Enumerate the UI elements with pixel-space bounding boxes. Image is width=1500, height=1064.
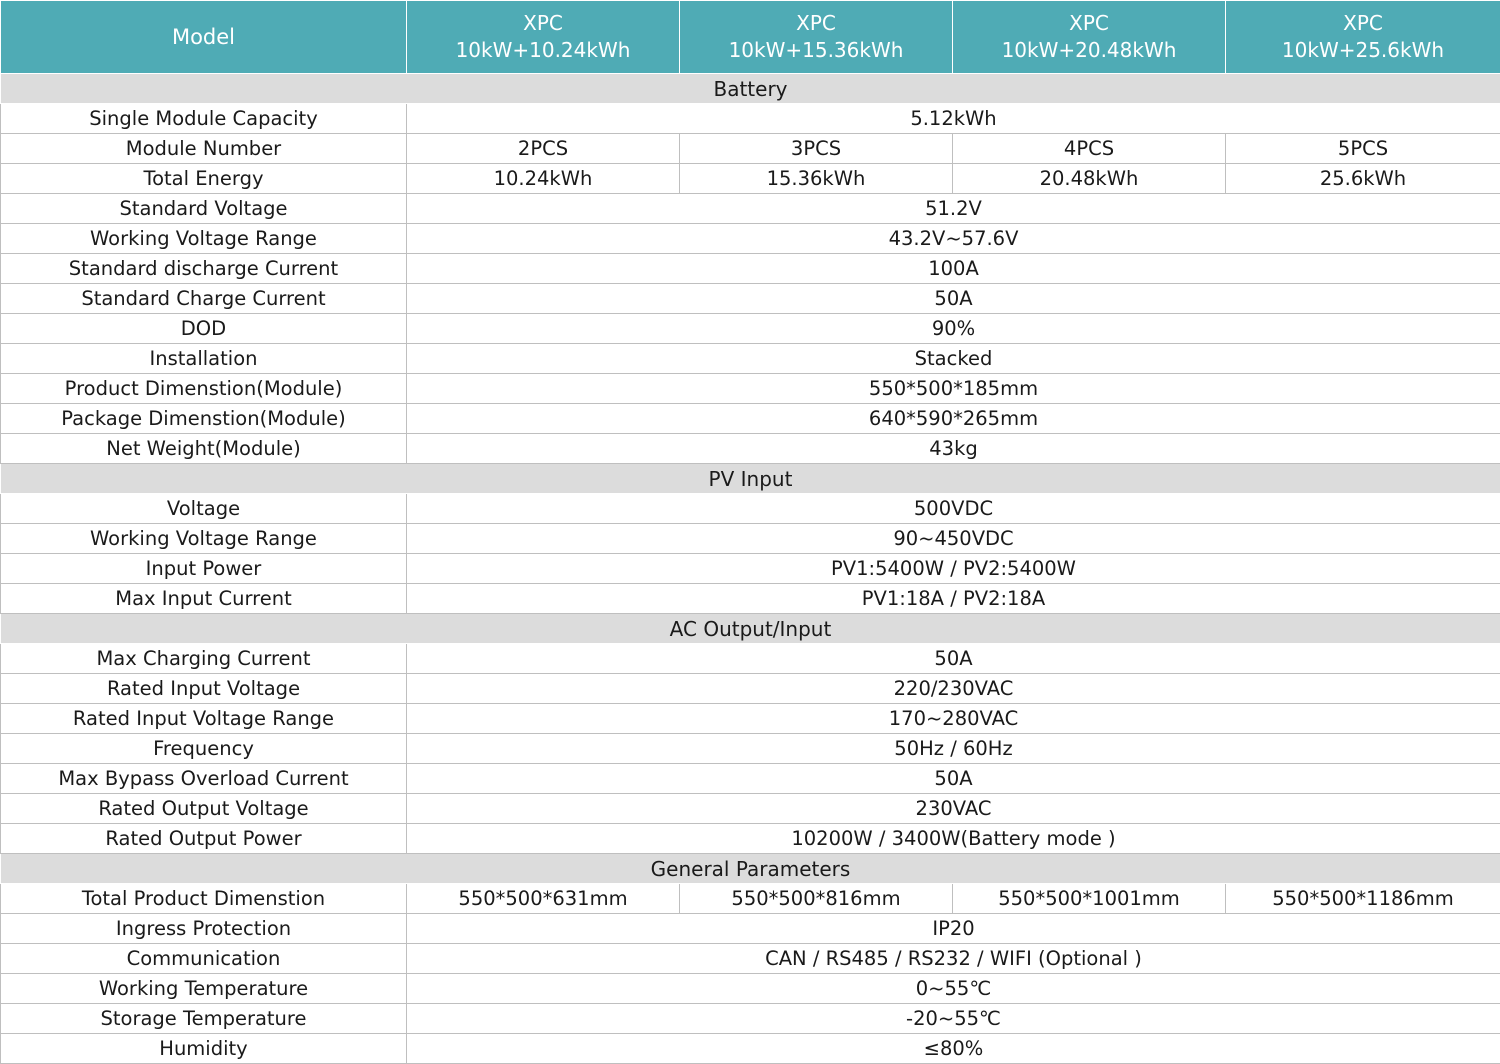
header-model-config: 10kW+10.24kWh [407,37,679,64]
row-label: Single Module Capacity [1,104,407,134]
table-row [1,764,1500,794]
row-value: 550*500*816mm [680,884,953,914]
row-label: Rated Output Voltage [1,794,407,824]
table-row [1,704,1500,734]
row-label: Standard Voltage [1,194,407,224]
table-row [1,164,1500,194]
table-row [1,494,1500,524]
table-row [1,284,1500,314]
row-value-all-models: 500VDC [407,494,1500,524]
specification-table-body [1,1,1500,1064]
row-label: Max Bypass Overload Current [1,764,407,794]
row-label: Working Temperature [1,974,407,1004]
row-value-all-models: 230VAC [407,794,1500,824]
row-value: 3PCS [680,134,953,164]
table-row [1,404,1500,434]
table-row [1,314,1500,344]
row-value: 550*500*631mm [407,884,680,914]
row-label: Humidity [1,1034,407,1064]
row-value-all-models: 550*500*185mm [407,374,1500,404]
row-value-all-models: 100A [407,254,1500,284]
table-header-row [1,1,1500,74]
row-label: Rated Input Voltage [1,674,407,704]
row-value-all-models: 10200W / 3400W(Battery mode ) [407,824,1500,854]
section-title: AC Output/Input [1,614,1500,644]
row-value-all-models: PV1:18A / PV2:18A [407,584,1500,614]
table-row [1,824,1500,854]
row-label: Communication [1,944,407,974]
table-row [1,434,1500,464]
row-label: Module Number [1,134,407,164]
row-value: 20.48kWh [953,164,1226,194]
table-row [1,224,1500,254]
row-value-all-models: IP20 [407,914,1500,944]
header-model-config: 10kW+20.48kWh [953,37,1225,64]
header-cell-model-variant [953,1,1226,74]
table-row [1,584,1500,614]
row-value: 2PCS [407,134,680,164]
row-value-all-models: -20~55℃ [407,1004,1500,1034]
section-header-row [1,74,1500,104]
row-value-all-models: 220/230VAC [407,674,1500,704]
row-value-all-models: 50Hz / 60Hz [407,734,1500,764]
header-model-series: XPC [680,10,952,37]
row-value-all-models: 0~55℃ [407,974,1500,1004]
row-label: DOD [1,314,407,344]
table-row [1,134,1500,164]
section-title: Battery [1,74,1500,104]
table-row [1,1004,1500,1034]
table-row [1,644,1500,674]
row-label: Ingress Protection [1,914,407,944]
row-value-all-models: ≤80% [407,1034,1500,1064]
row-value: 4PCS [953,134,1226,164]
section-header-row [1,614,1500,644]
row-label: Storage Temperature [1,1004,407,1034]
section-header-row [1,854,1500,884]
row-label: Standard discharge Current [1,254,407,284]
row-value-all-models: 50A [407,284,1500,314]
header-cell-model-variant [680,1,953,74]
header-model-config: 10kW+25.6kWh [1226,37,1500,64]
table-row [1,104,1500,134]
row-label: Rated Input Voltage Range [1,704,407,734]
row-label: Max Input Current [1,584,407,614]
row-value-all-models: 50A [407,644,1500,674]
row-value-all-models: 640*590*265mm [407,404,1500,434]
header-model-config: 10kW+15.36kWh [680,37,952,64]
row-label: Max Charging Current [1,644,407,674]
row-value: 10.24kWh [407,164,680,194]
table-row [1,524,1500,554]
row-value-all-models: 51.2V [407,194,1500,224]
table-row [1,1034,1500,1064]
row-label: Standard Charge Current [1,284,407,314]
row-value-all-models: PV1:5400W / PV2:5400W [407,554,1500,584]
row-label: Working Voltage Range [1,224,407,254]
table-row [1,344,1500,374]
table-row [1,554,1500,584]
row-label: Rated Output Power [1,824,407,854]
row-label: Total Product Dimenstion [1,884,407,914]
row-value-all-models: CAN / RS485 / RS232 / WIFI (Optional ) [407,944,1500,974]
row-value-all-models: Stacked [407,344,1500,374]
table-row [1,194,1500,224]
row-value: 25.6kWh [1226,164,1500,194]
header-cell-model-variant [1226,1,1500,74]
row-value-all-models: 43.2V~57.6V [407,224,1500,254]
row-label: Working Voltage Range [1,524,407,554]
row-value-all-models: 90~450VDC [407,524,1500,554]
table-row [1,794,1500,824]
table-row [1,974,1500,1004]
row-value: 550*500*1001mm [953,884,1226,914]
table-row [1,944,1500,974]
row-value: 550*500*1186mm [1226,884,1500,914]
row-label: Installation [1,344,407,374]
section-header-row [1,464,1500,494]
header-cell-model-variant [407,1,680,74]
row-label: Input Power [1,554,407,584]
table-row [1,914,1500,944]
row-value-all-models: 90% [407,314,1500,344]
table-row [1,674,1500,704]
section-title: PV Input [1,464,1500,494]
table-row [1,374,1500,404]
row-value: 15.36kWh [680,164,953,194]
row-label: Net Weight(Module) [1,434,407,464]
row-label: Product Dimenstion(Module) [1,374,407,404]
row-label: Frequency [1,734,407,764]
header-model-series: XPC [1226,10,1500,37]
table-row [1,884,1500,914]
row-value: 5PCS [1226,134,1500,164]
section-title: General Parameters [1,854,1500,884]
row-label: Voltage [1,494,407,524]
row-value-all-models: 43kg [407,434,1500,464]
table-row [1,734,1500,764]
header-model-series: XPC [407,10,679,37]
header-model-series: XPC [953,10,1225,37]
header-cell-model: Model [1,1,407,74]
row-label: Total Energy [1,164,407,194]
row-value-all-models: 5.12kWh [407,104,1500,134]
row-value-all-models: 50A [407,764,1500,794]
table-row [1,254,1500,284]
row-value-all-models: 170~280VAC [407,704,1500,734]
row-label: Package Dimenstion(Module) [1,404,407,434]
